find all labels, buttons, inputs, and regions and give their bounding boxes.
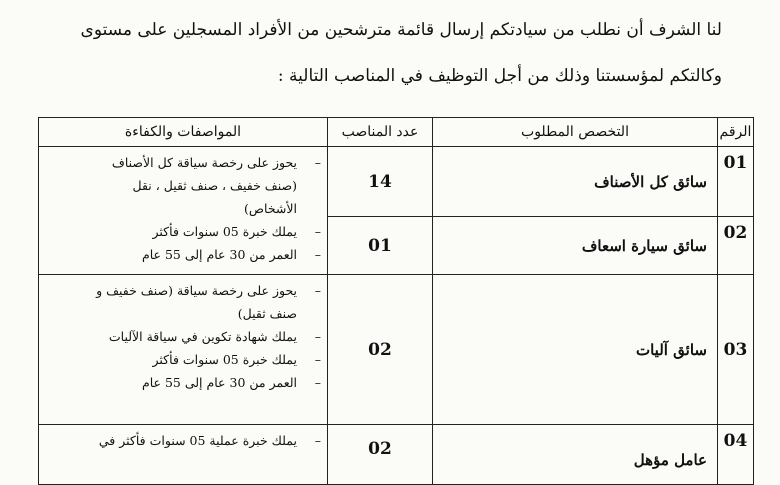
header-qualifications: المواصفات والكفاءة [39,118,328,147]
qualification-item: الأشخاص) [244,201,297,216]
qualification-item: – يحوز على رخصة سياقة (صنف خفيف و [45,279,297,302]
header-number: الرقم [718,118,754,147]
qualification-item: (صنف خفيف ، صنف ثقيل ، نقل [132,178,297,193]
table-row [39,425,754,485]
header-specialty: التخصص المطلوب [433,118,718,147]
header-positions: عدد المناصب [328,118,433,147]
row-specialty: عامل مؤهل [433,425,718,485]
intro-line-2: وكالتكم لمؤسستنا وذلك من أجل التوظيف في المناصب التالية : [277,66,722,86]
qualification-item: – العمر من 30 عام إلى 55 عام [45,371,297,394]
qualifications-cell [39,147,328,275]
qualification-item: – العمر من 30 عام إلى 55 عام [45,243,297,266]
qualifications-cell [39,275,328,425]
row-specialty: سائق كل الأصناف [433,147,718,217]
qualification-item: صنف ثقيل) [237,306,297,321]
qualifications-cell [39,425,328,485]
row-number: 04 [718,425,754,485]
row-specialty: سائق سيارة اسعاف [433,217,718,275]
positions-table [38,117,754,485]
qualification-item: – يملك خبرة عملية 05 سنوات فأكثر في [45,429,297,452]
row-positions: 14 [328,147,433,217]
table-header-row [39,118,754,147]
row-number: 02 [718,217,754,275]
qualification-item: – يحوز على رخصة سياقة كل الأصناف [45,151,297,174]
intro-line-1: لنا الشرف أن نطلب من سيادتكم إرسال قائمة مترشحين من الأفراد المسجلين على مستوى [80,20,722,40]
row-positions: 02 [328,275,433,425]
qualification-item: – يملك شهادة تكوين في سياقة الآليات [45,325,297,348]
qualification-item: – يملك خبرة 05 سنوات فأكثر [45,220,297,243]
row-positions: 01 [328,217,433,275]
table-row [39,275,754,425]
table-row [39,147,754,217]
qualifications-list [45,279,297,394]
qualifications-list [45,429,297,452]
row-number: 01 [718,147,754,217]
qualification-item: – يملك خبرة 05 سنوات فأكثر [45,348,297,371]
row-number: 03 [718,275,754,425]
qualifications-list [45,151,297,266]
row-positions: 02 [328,425,433,485]
row-specialty: سائق آليات [433,275,718,425]
